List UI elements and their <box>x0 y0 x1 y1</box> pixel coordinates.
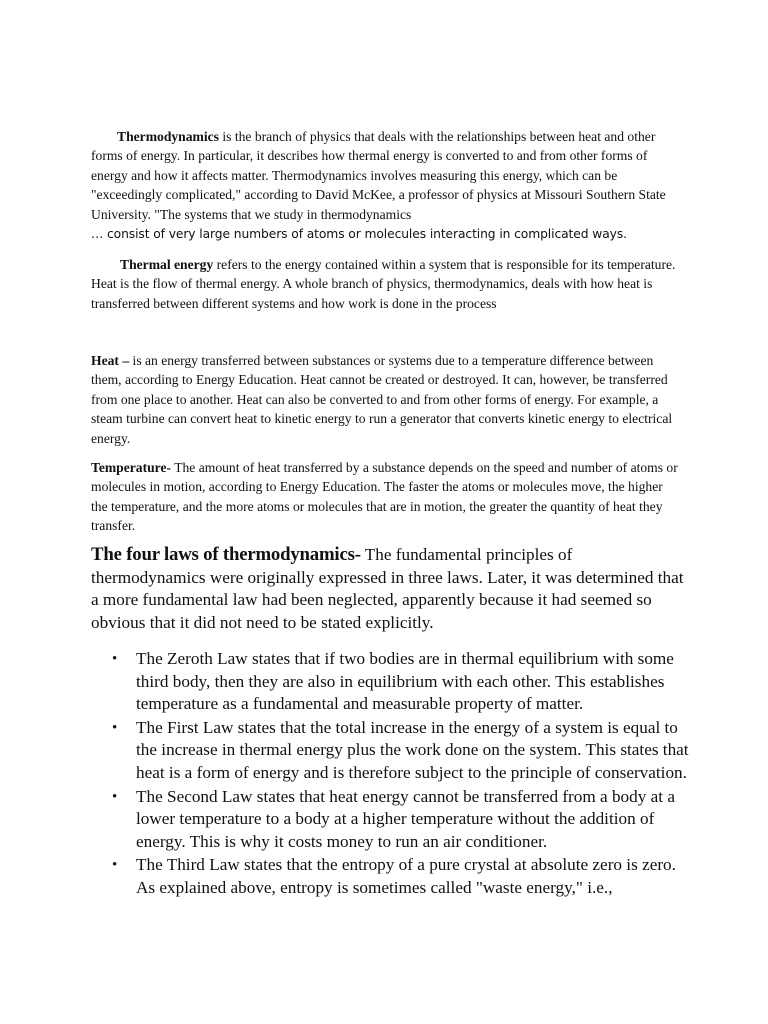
heat-body: is an energy transferred between substances or systems due to a temperature difference between them, according to Energy Education. Heat cannot be created or destroyed. It can, however, be transferred from one place to another. Heat can also be converted to and from other forms of energy. For example, a steam turbine can convert heat to kinetic energy to run a generator that converts kinetic energy to electrical energy. <box>91 353 673 446</box>
law-text: The First Law states that the total increase in the energy of a system is equal to the increase in thermal energy plus the work done on the system. This states that heat is a form of energy and is therefore subject to the principle of conservation. <box>136 717 689 782</box>
bullet-icon: • <box>112 651 118 667</box>
thermodynamics-term: Thermodynamics <box>117 129 219 144</box>
bullet-icon: • <box>112 857 118 874</box>
four-laws-term: The four laws of thermodynamics- <box>91 544 361 565</box>
list-item <box>112 648 692 716</box>
list-item <box>112 717 692 785</box>
bullet-icon: • <box>112 719 118 736</box>
thermodynamics-last-line: … consist of very large numbers of atoms or molecules interacting in complicated ways. <box>91 227 627 242</box>
law-text: The Zeroth Law states that if two bodies are in thermal equilibrium with some third body, then they are also in equilibrium with each other. This establishes temperature as a fundamental and measurable property of matter. <box>136 649 674 714</box>
thermal-energy-body: refers to the energy contained within a system that is responsible for its temperature. Heat is the flow of thermal energy. A whole branch of physics, thermodynamics, deals with how heat is transferred between different systems and how work is done in the process <box>91 257 676 311</box>
laws-list <box>112 648 692 901</box>
list-item <box>112 854 692 899</box>
four-laws-paragraph <box>91 544 691 634</box>
temperature-term: Temperature- <box>91 460 172 475</box>
four-laws-body: The fundamental principles of thermodynamics were originally expressed in three laws. Later, it was determined that a more fundamental law had been neglected, apparently because it had seemed so obvious that it did not need to be stated explicitly. <box>91 545 684 632</box>
list-item <box>112 786 692 854</box>
thermal-energy-paragraph <box>91 255 681 313</box>
heat-term: Heat – <box>91 353 130 368</box>
temperature-paragraph <box>91 458 681 536</box>
thermodynamics-body: is the branch of physics that deals with the relationships between heat and other forms of energy. In particular, it describes how thermal energy is converted to and from other forms of energy and how it affects matter. Thermodynamics involves measuring this energy, which can be "exceedingly complicated," according to David McKee, a professor of physics at Missouri Southern State University. "The systems that we study in thermodynamics <box>91 129 666 222</box>
heat-paragraph <box>91 351 681 448</box>
bullet-icon: • <box>112 788 118 805</box>
temperature-body: The amount of heat transferred by a substance depends on the speed and number of atoms or molecules in motion, according to Energy Education. The faster the atoms or molecules move, the higher the temperature, and the more atoms or molecules that are in motion, the greater the quantity of heat they transfer. <box>91 460 678 534</box>
law-text: The Second Law states that heat energy cannot be transferred from a body at a lower temperature to a body at a higher temperature without the addition of energy. This is why it costs money to run an air conditioner. <box>136 786 675 851</box>
thermodynamics-paragraph <box>91 127 681 244</box>
thermal-energy-term: Thermal energy <box>120 257 214 272</box>
law-text: The Third Law states that the entropy of a pure crystal at absolute zero is zero. As explained above, entropy is sometimes called "waste energy," i.e., <box>136 855 676 897</box>
